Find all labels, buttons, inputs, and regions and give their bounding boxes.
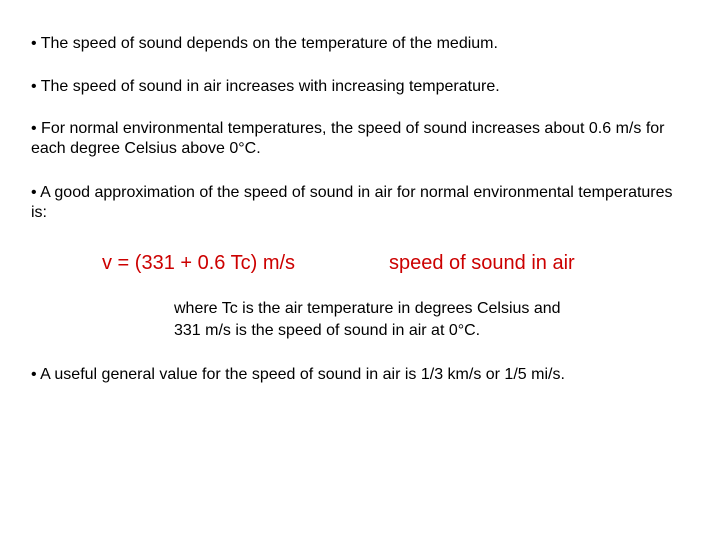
bullet-air-increase: • The speed of sound in air increases with increasing temperature. <box>31 78 500 95</box>
bullet-rate-per-degree: • For normal environmental temperatures, the speed of sound increases about 0.6 m/s for each degree Celsius above 0°C. <box>31 120 665 157</box>
bullet-approximation-intro: • A good approximation of the speed of sound in air for normal environmental temperatures is: <box>31 184 673 221</box>
formula-note <box>174 298 674 342</box>
speed-formula: v = (331 + 0.6 Tc) m/s <box>102 252 296 274</box>
note-line-1: where Tc is the air temperature in degrees Celsius and <box>174 300 561 317</box>
bullet-general-value: • A useful general value for the speed of sound in air is 1/3 km/s or 1/5 mi/s. <box>31 366 565 383</box>
bullet-temperature-dependence: • The speed of sound depends on the temperature of the medium. <box>31 35 498 52</box>
formula-label: speed of sound in air <box>389 252 575 274</box>
note-line-2: 331 m/s is the speed of sound in air at 0°C. <box>174 322 481 339</box>
